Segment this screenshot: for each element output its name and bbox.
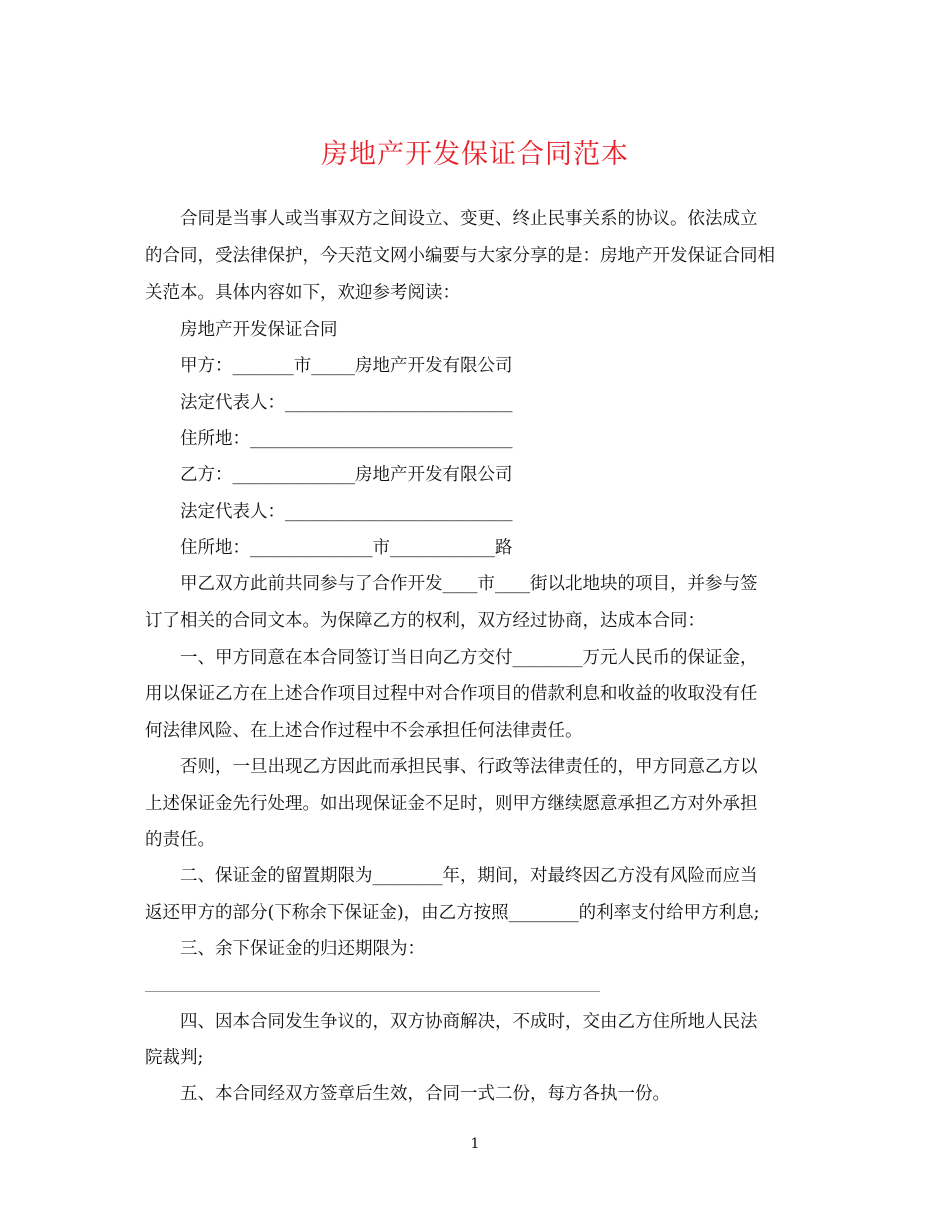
clause-5-line: 五、本合同经双方签章后生效，合同一式二份，每方各执一份。 — [180, 1084, 670, 1104]
document-title: 房地产开发保证合同范本 — [321, 139, 629, 170]
clause-4-line: 院裁判; — [145, 1048, 204, 1068]
paragraph-line: 否则，一旦出现乙方因此而承担民事、行政等法律责任的，甲方同意乙方以 — [180, 757, 758, 777]
clause-4-line: 四、因本合同发生争议的，双方协商解决，不成时，交由乙方住所地人民法 — [180, 1012, 758, 1032]
paragraph-line: 的责任。 — [145, 830, 215, 850]
paragraph-line: 关范本。具体内容如下，欢迎参考阅读： — [145, 283, 460, 303]
clause-2-line: 返还甲方的部分(下称余下保证金)，由乙方按照________的利率支付给甲方利息; — [145, 903, 760, 923]
party-a-line: 甲方：_______市_____房地产开发有限公司 — [180, 356, 513, 376]
paragraph-line: 上述保证金先行处理。如出现保证金不足时，则甲方继续愿意承担乙方对外承担 — [145, 794, 758, 814]
clause-1-line: 何法律风险、在上述合作过程中不会承担任何法律责任。 — [145, 721, 583, 741]
paragraph-line: 订了相关的合同文本。为保障乙方的权利，双方经过协商，达成本合同： — [145, 611, 705, 631]
contract-name-line: 房地产开发保证合同 — [180, 320, 338, 340]
party-a-address-line: 住所地：______________________________ — [180, 429, 513, 449]
party-b-representative-line: 法定代表人：__________________________ — [180, 502, 513, 522]
blank-fill-rule — [145, 991, 600, 992]
party-b-address-line: 住所地：______________市____________路 — [180, 538, 513, 558]
party-a-representative-line: 法定代表人：__________________________ — [180, 393, 513, 413]
clause-2-line: 二、保证金的留置期限为________年，期间，对最终因乙方没有风险而应当 — [180, 866, 758, 886]
clause-1-line: 一、甲方同意在本合同签订当日向乙方交付________万元人民币的保证金， — [180, 648, 758, 668]
paragraph-line: 合同是当事人或当事双方之间设立、变更、终止民事关系的协议。依法成立 — [180, 209, 758, 229]
clause-1-line: 用以保证乙方在上述合作项目过程中对合作项目的借款利息和收益的收取没有任 — [145, 684, 758, 704]
party-b-line: 乙方：______________房地产开发有限公司 — [180, 465, 513, 485]
clause-3-line: 三、余下保证金的归还期限为： — [180, 939, 425, 959]
page-number: 1 — [470, 1136, 480, 1152]
paragraph-line: 的合同，受法律保护，今天范文网小编要与大家分享的是：房地产开发保证合同相 — [145, 246, 775, 266]
paragraph-line: 甲乙双方此前共同参与了合作开发____市____街以北地块的项目，并参与签 — [180, 574, 758, 594]
